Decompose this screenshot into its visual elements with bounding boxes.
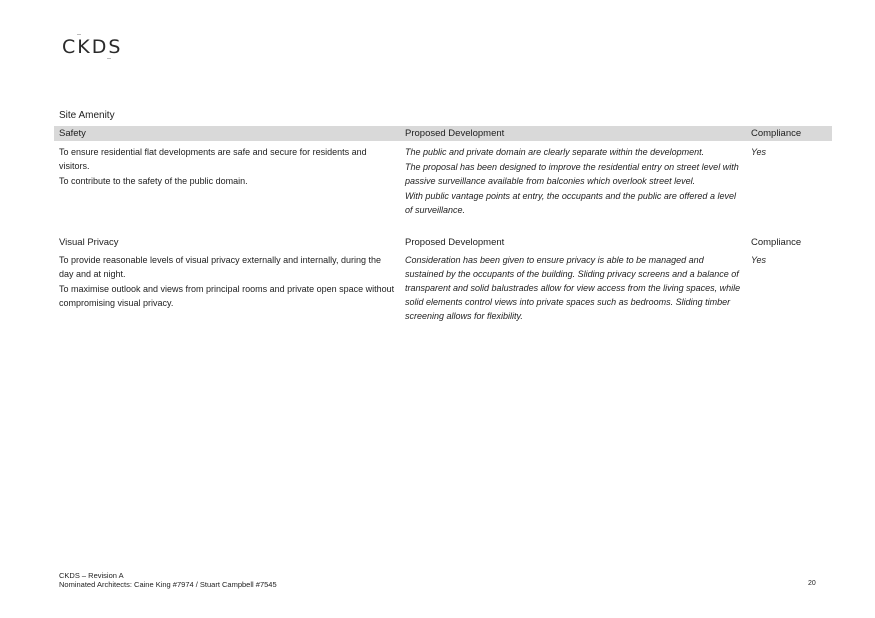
logo-text: CKDS <box>62 36 123 58</box>
safety-proposed-text: With public vantage points at entry, the occupants and the public are offered a level of surveillance. <box>405 191 736 215</box>
visual-privacy-objective: To maximise outlook and views from principal rooms and private open space without compromising visual privacy. <box>59 284 395 308</box>
safety-compliance-value: Yes <box>751 147 767 157</box>
safety-heading: Safety <box>54 126 400 141</box>
visual-privacy-proposed <box>400 250 746 324</box>
safety-proposed-text: The public and private domain are clearly separate within the development. <box>405 147 705 157</box>
safety-objective: To contribute to the safety of the public domain. <box>59 176 248 186</box>
safety-compliance-heading: Compliance <box>746 126 832 141</box>
safety-proposed-heading: Proposed Development <box>400 126 746 141</box>
safety-objectives <box>54 141 400 218</box>
visual-privacy-proposed-heading: Proposed Development <box>405 237 505 248</box>
section-title: Site Amenity <box>59 110 115 121</box>
visual-privacy-proposed-text: Consideration has been given to ensure privacy is able to be managed and sustained by the occupants of the building. Sliding privacy screens and a balance of transparent and solid balustrades allow for view access from the living spaces, while solid elements control views into private spaces such as bedrooms. Sliding timber screening allows for flexibility. <box>405 255 741 321</box>
footer-revision: CKDS – Revision A <box>59 571 124 580</box>
safety-table <box>54 126 832 218</box>
visual-privacy-compliance-heading: Compliance <box>751 237 802 248</box>
visual-privacy-header-row <box>54 235 832 250</box>
safety-body-row <box>54 141 832 218</box>
visual-privacy-table <box>54 235 832 324</box>
safety-proposed-text: The proposal has been designed to improve the residential entry on street level with passive surveillance available from balconies which overlook street level. <box>405 162 739 186</box>
logo-mark-bottom <box>107 58 111 59</box>
safety-objective: To ensure residential flat developments are safe and secure for residents and visitors. <box>59 147 367 171</box>
ckds-logo <box>62 36 122 58</box>
footer-architects: Nominated Architects: Caine King #7974 / Stuart Campbell #7545 <box>59 580 277 589</box>
footer <box>59 571 277 589</box>
logo-mark-top <box>77 34 81 35</box>
visual-privacy-body-row <box>54 250 832 324</box>
visual-privacy-compliance-value: Yes <box>751 255 767 265</box>
safety-header-row <box>54 126 832 141</box>
safety-proposed <box>400 141 746 218</box>
page-number: 20 <box>808 580 816 587</box>
visual-privacy-objectives <box>54 250 400 324</box>
visual-privacy-objective: To provide reasonable levels of visual privacy externally and internally, during the day and at night. <box>59 255 382 279</box>
visual-privacy-heading: Visual Privacy <box>59 237 119 248</box>
